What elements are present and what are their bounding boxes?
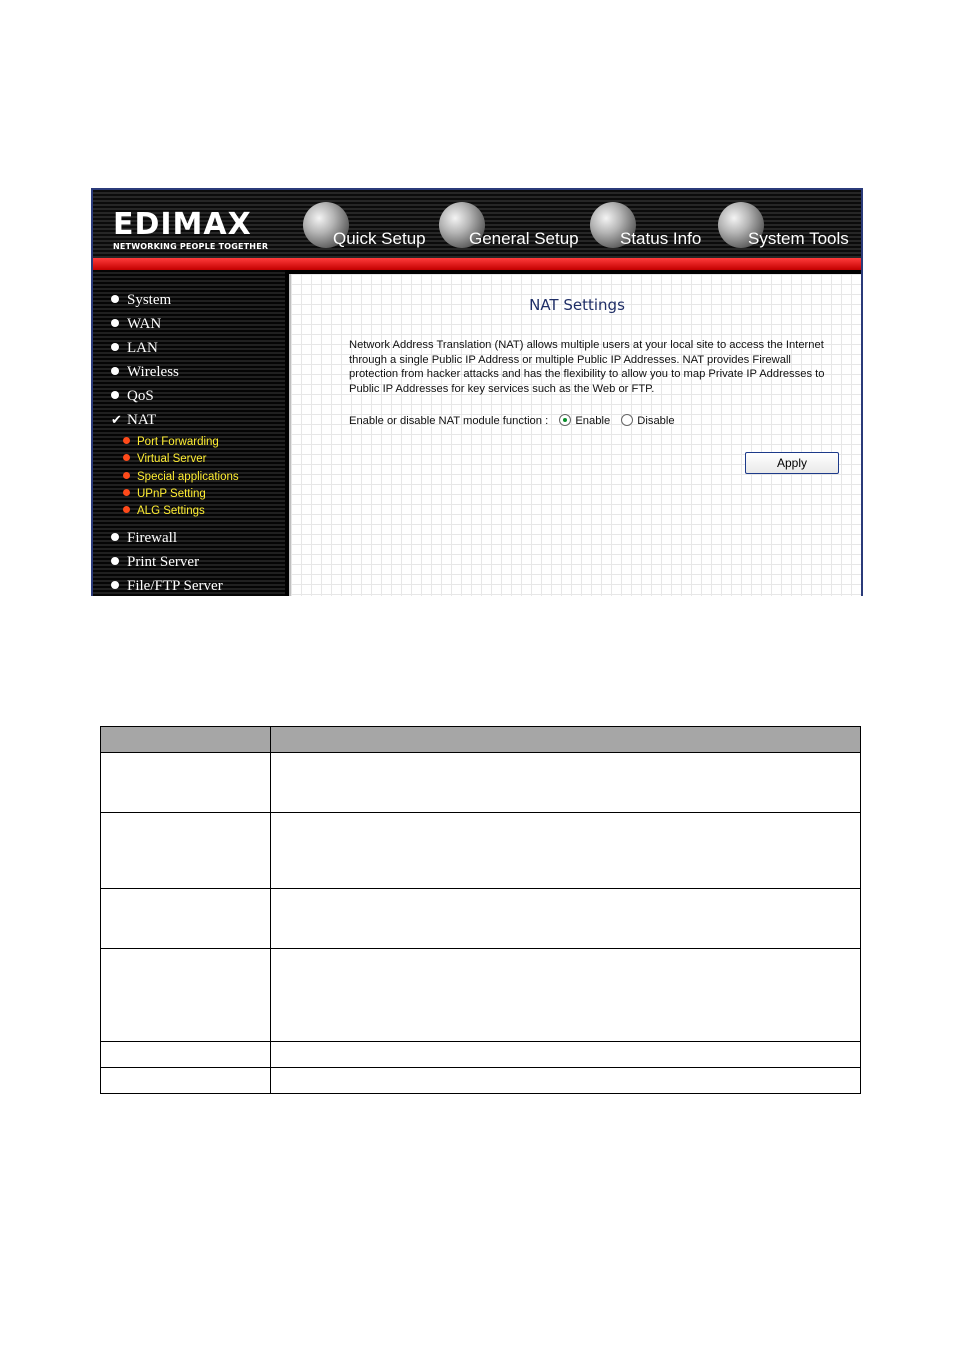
submenu-label: ALG Settings <box>137 505 205 517</box>
nav-label: Quick Setup <box>333 229 426 248</box>
submenu-label: Virtual Server <box>137 453 207 465</box>
sidebar-item-label: Print Server <box>127 554 200 570</box>
nat-toggle-label: Enable or disable NAT module function : <box>349 415 549 427</box>
red-dot-icon <box>123 437 130 444</box>
bullet-icon <box>111 533 119 541</box>
sidebar-item-label: Firewall <box>127 530 177 546</box>
bullet-icon <box>111 391 119 399</box>
table-cell <box>271 889 861 949</box>
table-cell <box>101 1042 271 1068</box>
table-header-cell <box>101 727 271 753</box>
disable-radio[interactable] <box>621 414 633 426</box>
sidebar-item-label: NAT <box>127 412 157 428</box>
enable-radio-label[interactable]: Enable <box>575 415 611 427</box>
sidebar-item-label: Wireless <box>127 364 179 380</box>
sidebar-item-label: LAN <box>127 340 158 356</box>
submenu-alg-settings[interactable] <box>123 505 205 517</box>
table-cell <box>271 813 861 889</box>
sidebar-item-label: File/FTP Server <box>127 578 223 594</box>
logo-brand: EDIMAX <box>113 207 252 242</box>
submenu-virtual-server[interactable] <box>123 453 206 465</box>
table-row <box>101 1042 861 1068</box>
table-row <box>101 1068 861 1094</box>
header-bar <box>93 190 861 260</box>
bullet-icon <box>111 343 119 351</box>
apply-button[interactable]: Apply <box>745 452 839 474</box>
sidebar-item-lan[interactable] <box>111 340 158 360</box>
red-dot-icon <box>123 489 130 496</box>
submenu-label: Port Forwarding <box>137 436 219 448</box>
table-cell <box>101 889 271 949</box>
router-screenshot <box>91 188 863 596</box>
sidebar-item-file-ftp-server[interactable] <box>111 578 223 596</box>
table-cell <box>271 1068 861 1094</box>
table-cell <box>271 753 861 813</box>
checkmark-icon: ✔ <box>111 412 122 427</box>
sidebar <box>93 270 285 596</box>
content-panel <box>289 274 863 596</box>
nat-toggle-row <box>349 414 675 427</box>
sidebar-item-label: QoS <box>127 388 154 404</box>
sidebar-item-print-server[interactable] <box>111 554 199 574</box>
table-cell <box>271 1042 861 1068</box>
table-header-cell <box>271 727 861 753</box>
sidebar-item-nat[interactable] <box>111 412 156 432</box>
edimax-logo <box>113 207 269 251</box>
table-cell <box>101 813 271 889</box>
enable-radio[interactable] <box>559 414 571 426</box>
submenu-label: Special applications <box>137 471 239 483</box>
page-title: NAT Settings <box>529 296 625 314</box>
nav-label: Status Info <box>620 229 702 248</box>
sidebar-item-label: WAN <box>127 316 162 332</box>
table-cell <box>101 753 271 813</box>
sidebar-item-wan[interactable] <box>111 316 161 336</box>
submenu-port-forwarding[interactable] <box>123 436 219 448</box>
table-row <box>101 949 861 1042</box>
bullet-icon <box>111 367 119 375</box>
sidebar-item-qos[interactable] <box>111 388 154 408</box>
submenu-label: UPnP Setting <box>137 488 206 500</box>
table-cell <box>101 949 271 1042</box>
nav-label: System Tools <box>748 229 849 248</box>
nat-description: Network Address Translation (NAT) allows multiple users at your local site to access the Internet through a single Public IP Address or multiple Public IP Addresses. NAT provides Firewall protection from hacker attacks and has the flexibility to allow you to map Private IP Addresses to Public IP Addresses for key services such as the Web or FTP. <box>349 339 825 395</box>
table-header-row <box>101 727 861 753</box>
bullet-icon <box>111 557 119 565</box>
sidebar-item-label: System <box>127 292 172 308</box>
submenu-upnp-setting[interactable] <box>123 488 206 500</box>
bullet-icon <box>111 319 119 327</box>
red-divider-bar <box>93 258 861 270</box>
bullet-icon <box>111 581 119 589</box>
sidebar-item-wireless[interactable] <box>111 364 179 384</box>
disable-radio-label[interactable]: Disable <box>637 415 675 427</box>
table-cell <box>101 1068 271 1094</box>
nav-label: General Setup <box>469 229 579 248</box>
parameter-table <box>100 726 861 1094</box>
logo-tagline: NETWORKING PEOPLE TOGETHER <box>113 242 269 251</box>
table-cell <box>271 949 861 1042</box>
table-row <box>101 889 861 949</box>
submenu-special-applications[interactable] <box>123 471 239 483</box>
red-dot-icon <box>123 506 130 513</box>
table-row <box>101 813 861 889</box>
red-dot-icon <box>123 472 130 479</box>
sidebar-item-system[interactable] <box>111 292 171 312</box>
bullet-icon <box>111 295 119 303</box>
table-row <box>101 753 861 813</box>
sidebar-item-firewall[interactable] <box>111 530 177 550</box>
red-dot-icon <box>123 454 130 461</box>
